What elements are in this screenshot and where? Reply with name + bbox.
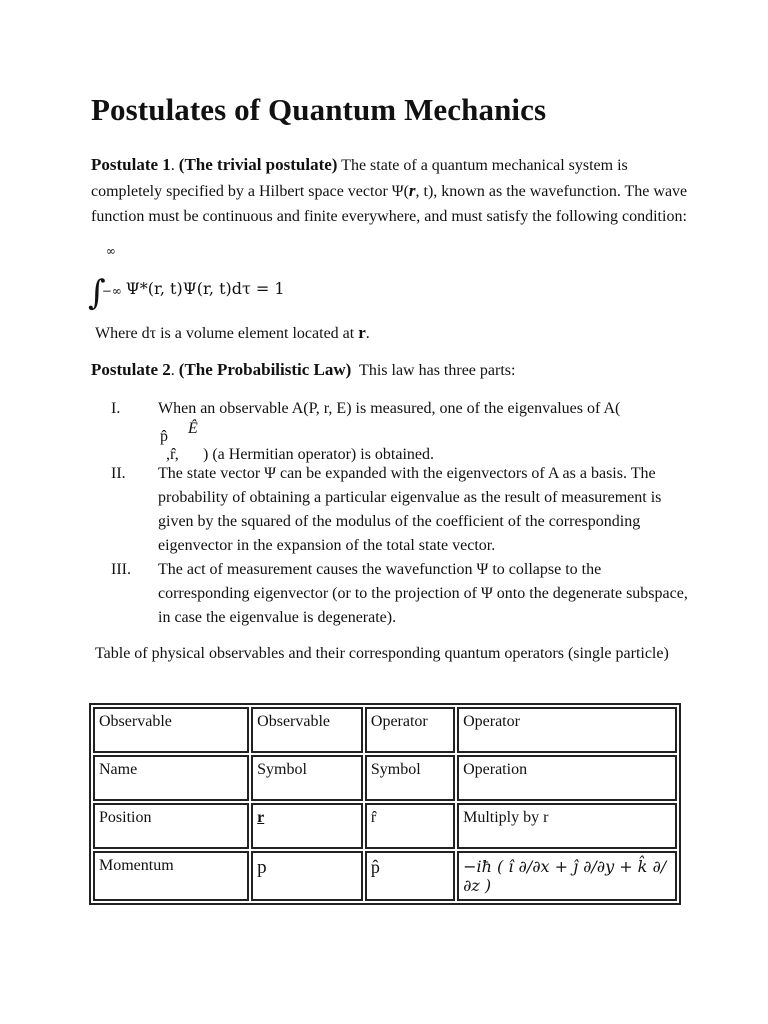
where-bold-r: r (358, 323, 366, 342)
list-item-text: When an observable A(P, r, E) is measured, one of the eigenvalues of A( (158, 400, 621, 417)
list-item-text: The state vector Ψ can be expanded with the eigenvectors of A as a basis. The probability of obtaining a particular eigenvalue as the result of measurement is given by the squared of the modulus of the coefficient of the corresponding eigenvector in the expansion of the total state vector. (158, 465, 662, 554)
list-item-number: III. (111, 561, 131, 578)
list-item-number: I. (111, 400, 121, 417)
where-end: . (365, 325, 370, 342)
table-cell: Observable (251, 707, 363, 753)
list-item (91, 558, 691, 630)
table-cell: r (251, 803, 363, 849)
table-cell: Symbol (251, 755, 363, 801)
table-cell: Observable (93, 707, 249, 753)
normalization-equation (88, 244, 285, 313)
postulate-2-text: This law has three parts: (359, 362, 516, 379)
postulate-1-text-b: , t), known as the wavefunction. The wave function must be continuous and finite everywhere, and must satisfy the following condition: (91, 183, 688, 225)
table-row (93, 755, 677, 801)
list-item-text: The act of measurement causes the wavefunction Ψ to collapse to the corresponding eigenvector (or to the projection of Ψ onto the degenerate subspace, in case the eigenvalue is degenerate). (158, 561, 688, 626)
table-cell: r̂ (365, 803, 455, 849)
postulate-1-label: Postulate 1 (91, 155, 171, 174)
list-item-number: II. (111, 465, 126, 482)
postulate-2-label: Postulate 2 (91, 360, 171, 379)
table-cell: Operator (457, 707, 677, 753)
p-hat-operator: p̂ (160, 428, 168, 445)
postulate-2-parts-list-continued (91, 462, 691, 630)
postulate-2-parts-list (91, 397, 691, 421)
integral-lower-limit: −∞ (101, 284, 122, 298)
postulate-2-name: (The Probabilistic Law) (178, 360, 352, 379)
e-hat-operator: Ê (188, 420, 198, 437)
operator-line-tail: ) (a Hermitian operator) is obtained. (203, 446, 435, 463)
postulate-1-r: r (408, 181, 416, 200)
page-title: Postulates of Quantum Mechanics (91, 92, 547, 127)
postulate-1-name: (The trivial postulate) (178, 155, 338, 174)
postulate-1-paragraph: Postulate 1. (The trivial postulate) The state of a quantum mechanical system is completely specified by a Hilbert space vector Ψ(r, t), known as the wavefunction. The wave function must be continuous and finite everywhere, and must satisfy the following condition: (91, 155, 688, 225)
table-row (93, 803, 677, 849)
integral-upper-limit: ∞ (105, 244, 116, 258)
table-cell: Multiply by r (457, 803, 677, 849)
table-cell: −iħ ( î ∂/∂x + ĵ ∂/∂y + k̂ ∂/∂z ) (457, 851, 677, 901)
list-item (91, 397, 691, 421)
table-cell: Symbol (365, 755, 455, 801)
table-cell: Position (93, 803, 249, 849)
table-cell: Name (93, 755, 249, 801)
observables-table (89, 703, 681, 905)
table-cell: Operation (457, 755, 677, 801)
table-caption: Table of physical observables and their corresponding quantum operators (single particle) (95, 645, 669, 662)
where-line (95, 320, 695, 346)
list-item (91, 462, 691, 558)
table-row (93, 851, 677, 901)
postulate-1-text-a: The state of a quantum mechanical system is completely specified by a Hilbert space vector Ψ( (91, 157, 628, 200)
table-cell: p (251, 851, 363, 901)
postulate-2-paragraph: Postulate 2. (The Probabilistic Law) This law has three parts: (91, 360, 516, 379)
integral-sign: ∫ (88, 273, 106, 313)
table-cell: Momentum (93, 851, 249, 901)
table-row (93, 707, 677, 753)
where-text: Where dτ is a volume element located at (95, 325, 359, 342)
table-cell: p̂ (365, 851, 455, 901)
r-hat-operator: ,r̂, (166, 446, 179, 463)
integrand: Ψ*(r, t)Ψ(r, t)dτ = 1 (125, 279, 285, 298)
table-cell: Operator (365, 707, 455, 753)
